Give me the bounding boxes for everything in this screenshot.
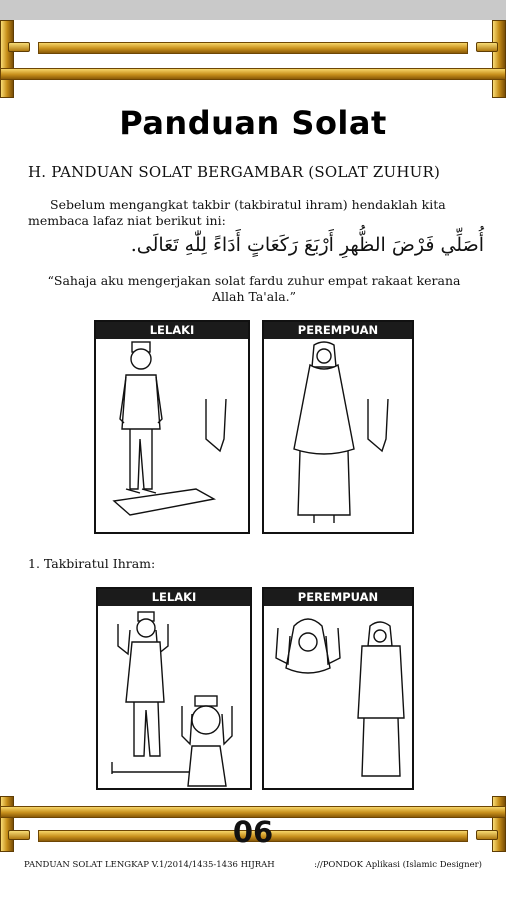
frame-post-top-left [0, 20, 14, 98]
male-takbir-illustration [98, 606, 250, 788]
panel-label-male: LELAKI [96, 322, 248, 339]
section-heading: H. PANDUAN SOLAT BERGAMBAR (SOLAT ZUHUR) [28, 163, 441, 181]
footer-credit: ://PONDOK Aplikasi (Islamic Designer) [314, 860, 482, 870]
male-standing-illustration [96, 339, 248, 532]
illustration-panel-male-takbir [96, 587, 252, 790]
female-standing-illustration [264, 339, 412, 532]
female-takbir-illustration [264, 606, 412, 788]
panel-label-female: PEREMPUAN [264, 589, 412, 606]
frame-knob [476, 42, 498, 52]
intro-text: Sebelum mengangkat takbir (takbiratul ihram) hendaklah kita membaca lafaz niat berikut ini: [28, 197, 446, 228]
frame-bar-top-1 [38, 42, 468, 54]
frame-bar-top-2 [0, 68, 506, 80]
status-bar [0, 0, 506, 20]
frame-post-top-right [492, 20, 506, 98]
illustration-panel-female-standing [262, 320, 414, 534]
frame-knob [8, 42, 30, 52]
panel-label-female: PEREMPUAN [264, 322, 412, 339]
niat-translation: “Sahaja aku mengerjakan solat fardu zuhur empat rakaat kerana Allah Ta'ala.” [47, 273, 461, 304]
illustration-panel-female-takbir [262, 587, 414, 790]
footer-app-version: PANDUAN SOLAT LENGKAP V.1/2014/1435-1436 HIJRAH [24, 860, 275, 870]
page-number: 06 [232, 815, 274, 849]
illustration-panel-male-standing [94, 320, 250, 534]
page-title: Panduan Solat [119, 104, 387, 142]
step-1-label: 1. Takbiratul Ihram: [28, 556, 156, 571]
panel-label-male: LELAKI [98, 589, 250, 606]
arabic-niat-text: أُصَلِّي فَرْضَ الظُّهرِ أَرْبَعَ رَكَعَاتٍ أَدَاءً لِلّٰهِ تَعَالَى. [130, 234, 484, 256]
